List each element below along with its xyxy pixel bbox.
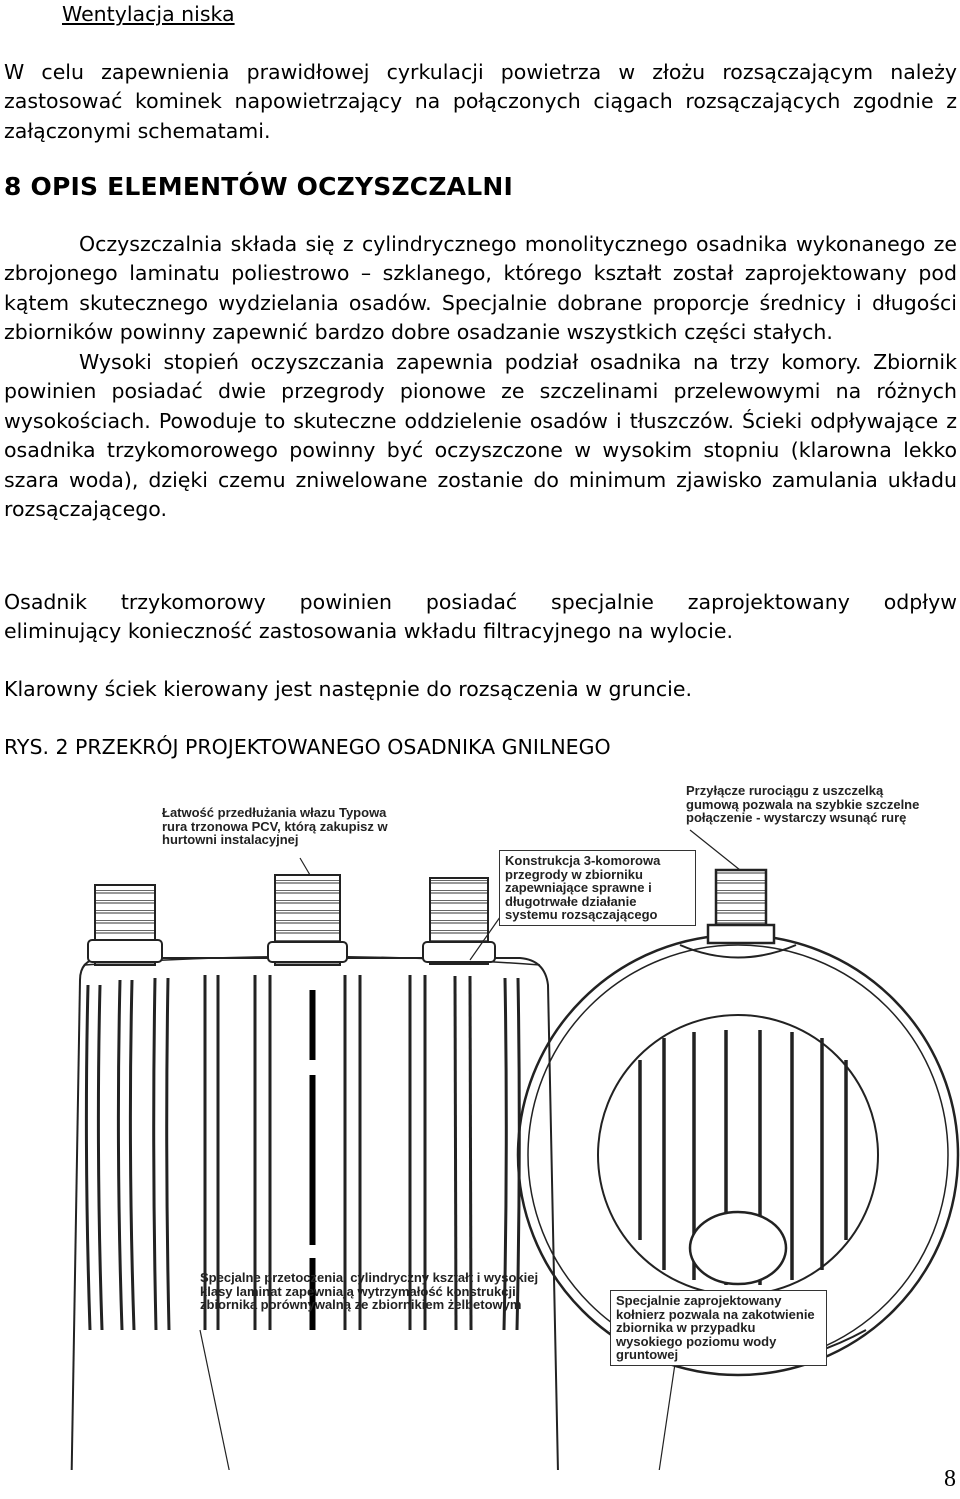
tank-side-view bbox=[70, 957, 560, 1471]
callout-three-chamber: Konstrukcja 3-komorowa przegrody w zbiorniku zapewniające sprawne i długotrwałe działanie systemu rozsączającego bbox=[499, 850, 696, 926]
page-number: 8 bbox=[944, 1466, 956, 1492]
description-paragraph-2: Wysoki stopień oczyszczania zapewnia podział osadnika na trzy komory. Zbiornik powinien posiadać dwie przegrody pionowe ze szczelinami przelewowymi na różnych wysokościach. Powoduje to skuteczne oddzielenie osadów i tłuszczów. Ścieki odpływające z osadnika trzykomorowego powinny być oczyszczone w wysokim stopniu (klarowna lekko szara woda), dzięki czemu zniwelowane zostanie do minimum zjawisko zamulania układu rozsączającego. bbox=[4, 350, 957, 522]
callout-cylindrical-shape: Specjalne przetoczenia, cylindryczny kształt i wysokiej klasy laminat zapewniają wytrzymałość konstrukcji zbiornika porównywalną ze zbiornikiem żelbetowym bbox=[200, 1270, 539, 1312]
ventilation-paragraph: W celu zapewnienia prawidłowej cyrkulacji powietrza w złożu rozsączającym należy zastosować kominek napowietrzający na połączonych ciągach rozsączających zgodnie z załączonymi schematami. bbox=[4, 60, 957, 143]
access-riser-middle bbox=[268, 875, 347, 965]
section-title-ventilation: Wentylacja niska bbox=[62, 2, 235, 26]
access-riser-left bbox=[88, 885, 162, 965]
outlet-paragraph-line-2: eliminujący konieczność zastosowania wkładu filtracyjnego na wylocie. bbox=[4, 619, 734, 643]
description-paragraph-1: Oczyszczalnia składa się z cylindrycznego monolitycznego osadnika wykonanego ze zbrojonego laminatu poliestrowo – szklanego, którego kształt został zaprojektowany pod kątem skutecznego wydzielania osadów. Specjalnie dobrane proporcje średnicy i długości zbiorników powinny zapewnić bardzo dobre osadzanie wszystkich części stałych. bbox=[4, 232, 957, 345]
figure-caption: RYS. 2 PRZEKRÓJ PROJEKTOWANEGO OSADNIKA GNILNEGO bbox=[4, 735, 611, 759]
callout-riser-extension: Łatwość przedłużania włazu Typowa rura trzonowa PCV, którą zakupisz w hurtowni instalacyjnej bbox=[162, 805, 388, 847]
section-heading: 8 OPIS ELEMENTÓW OCZYSZCZALNI bbox=[4, 172, 513, 201]
outlet-paragraph-line-1: Osadnik trzykomorowy powinien posiadać specjalnie zaprojektowany odpływ bbox=[4, 590, 957, 614]
effluent-paragraph: Klarowny ściek kierowany jest następnie do rozsączenia w gruncie. bbox=[4, 677, 693, 701]
callout-anchor-collar: Specjalnie zaprojektowany kołnierz pozwala na zakotwienie zbiornika w przypadku wysokiego poziomu wody gruntowej bbox=[610, 1290, 827, 1366]
access-riser-right bbox=[423, 878, 495, 964]
callout-inlet-connection: Przyłącze rurociągu z uszczelką gumową pozwala na szybkie szczelne połączenie - wystarczy wsunąć rurę bbox=[686, 783, 920, 825]
